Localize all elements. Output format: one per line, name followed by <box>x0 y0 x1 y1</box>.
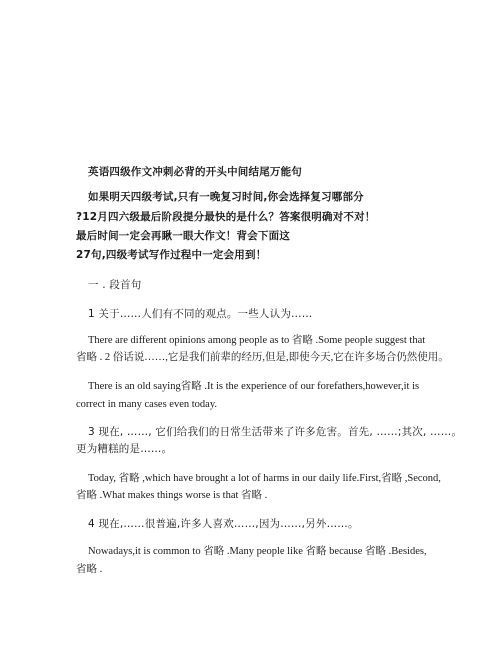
item-1-cn: 1 关于……人们有不同的观点。一些人认为…… <box>88 308 313 320</box>
item-3-en-line-2: 省略 .What makes things worse is that 省略 . <box>76 490 268 501</box>
item-1-en-line-1: There are different opinions among people as to 省略 .Some people suggest that <box>88 335 426 346</box>
item-3-en-line-1: Today, 省略 ,which have brought a lot of harms in our daily life.First,省略 ,Second, <box>88 473 441 484</box>
intro-line-4: 27句,四级考试写作过程中一定会用到！ <box>76 249 267 261</box>
item-4-cn: 4 现在,……很普遍,许多人喜欢……,因为……,另外……。 <box>88 518 359 530</box>
section-heading: 一 . 段首句 <box>88 279 142 291</box>
item-3-cn-line-2: 更为糟糕的是……。 <box>76 443 173 455</box>
item-4-en-line-2: 省略 . <box>76 564 103 575</box>
intro-line-2: ?12月四六级最后阶段提分最快的是什么？答案很明确对不对！ <box>76 211 376 223</box>
item-2-en-line-2: correct in many cases even today. <box>76 399 218 410</box>
item-4-en-line-1: Nowadays,it is common to 省略 .Many people like 省略 because 省略 .Besides, <box>88 546 427 557</box>
intro-line-3: 最后时间一定会再瞅一眼大作文！背会下面这 <box>76 230 290 242</box>
item-2-en-line-1: There is an old saying省略 .It is the experience of our forefathers,however,it is <box>88 381 420 392</box>
document-title: 英语四级作文冲刺必背的开头中间结尾万能句 <box>88 166 302 178</box>
intro-line-1: 如果明天四级考试,只有一晚复习时间,你会选择复习哪部分 <box>88 191 364 203</box>
item-3-cn-line-1: 3 现在, ……, 它们给我们的日常生活带来了许多危害。首先, ……;其次, ……。 <box>88 426 463 438</box>
item-1-en-line-2: 省略 . 2 俗话说……,它是我们前辈的经历,但是,即使今天,它在许多场合仍然使用。 <box>76 352 449 363</box>
